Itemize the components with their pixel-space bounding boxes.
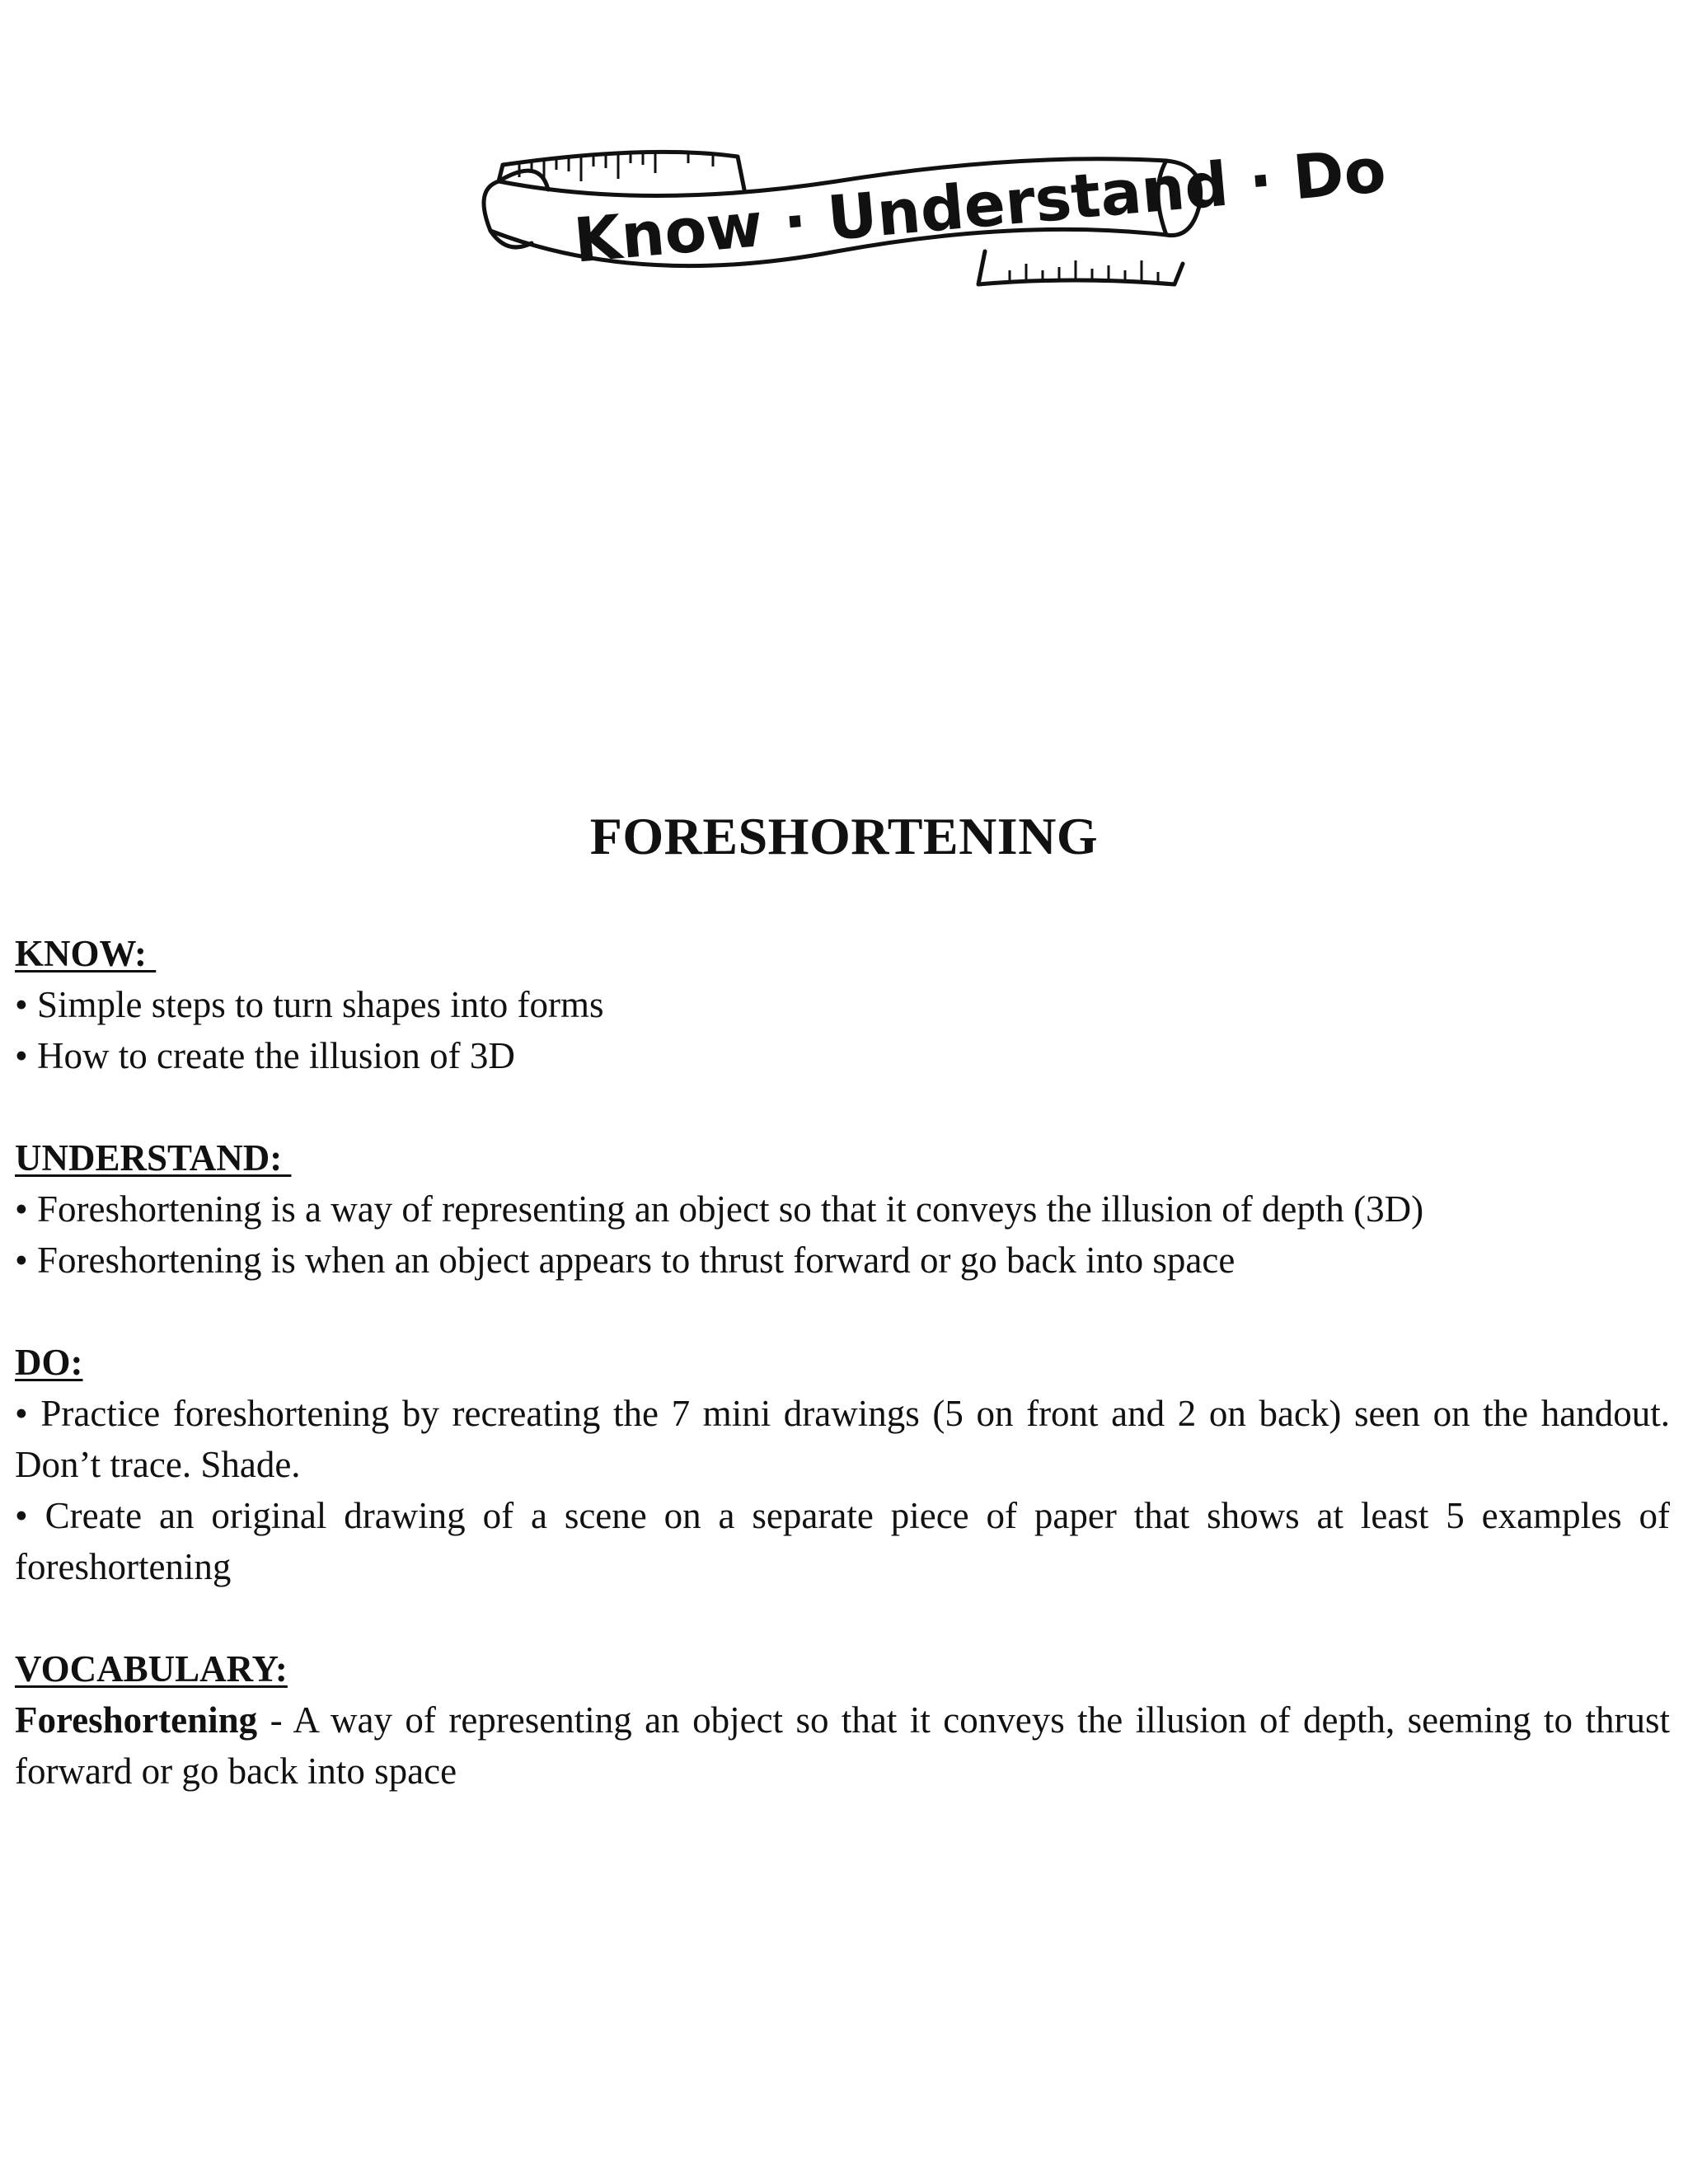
vocabulary-entry xyxy=(15,1694,1670,1797)
know-item-2: • How to create the illusion of 3D xyxy=(15,1035,515,1076)
document-body xyxy=(15,928,1670,1848)
understand-section xyxy=(15,1132,1670,1286)
do-item-2: • Create an original drawing of a scene on a separate piece of paper that shows at least 5 examples of foreshortening xyxy=(15,1495,1670,1587)
banner-text: Know · Understand · Do xyxy=(570,134,1389,277)
understand-item-2: • Foreshortening is when an object appears to thrust forward or go back into space xyxy=(15,1240,1236,1281)
know-item-1: • Simple steps to turn shapes into forms xyxy=(15,984,604,1025)
do-section xyxy=(15,1337,1670,1592)
page-title: FORESHORTENING xyxy=(589,807,1099,865)
know-understand-do-banner-logo xyxy=(441,66,1389,330)
vocabulary-definition: A way of representing an object so that it conveys the illusion of depth, seeming to thrust forward or go back into space xyxy=(15,1699,1670,1792)
know-heading: KNOW: xyxy=(15,933,157,974)
ribbon-banner-graphic xyxy=(441,66,1389,330)
vocabulary-separator: - xyxy=(257,1699,293,1741)
do-heading: DO: xyxy=(15,1342,83,1383)
know-section xyxy=(15,928,1670,1081)
vocabulary-section xyxy=(15,1643,1670,1797)
do-item-1: • Practice foreshortening by recreating the 7 mini drawings (5 on front and 2 on back) seen on the handout. Don’t trace. Shade. xyxy=(15,1393,1670,1485)
understand-item-1: • Foreshortening is a way of representing an object so that it conveys the illusion of depth (3D) xyxy=(15,1188,1424,1230)
vocabulary-heading: VOCABULARY: xyxy=(15,1648,288,1690)
vocabulary-term: Foreshortening xyxy=(15,1699,258,1741)
understand-heading: UNDERSTAND: xyxy=(15,1137,292,1179)
